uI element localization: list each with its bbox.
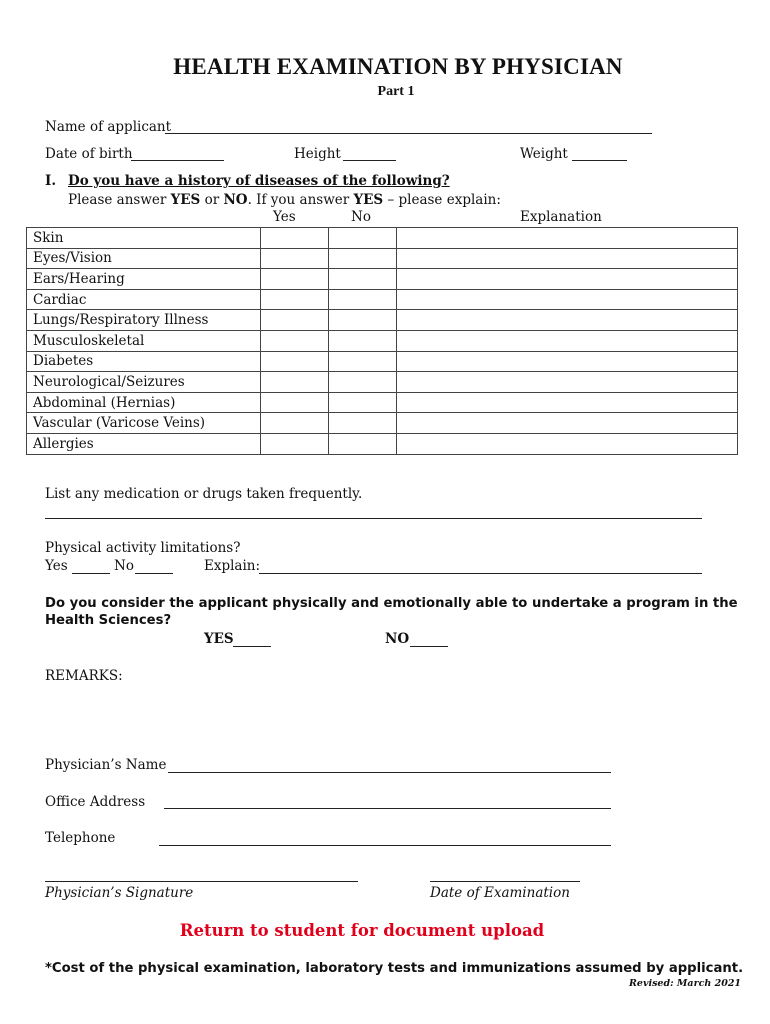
office-address-field[interactable] [164, 808, 611, 809]
col-header-explanation: Explanation [520, 209, 602, 225]
explanation-cell[interactable] [397, 248, 738, 269]
condition-label: Neurological/Seizures [27, 372, 261, 393]
table-row [27, 372, 738, 393]
remarks-label: REMARKS: [45, 668, 123, 684]
activity-yes-label: Yes [45, 558, 68, 574]
disease-history-table [26, 227, 738, 455]
activity-no-field[interactable] [135, 573, 173, 574]
explanation-cell[interactable] [397, 330, 738, 351]
no-cell[interactable] [329, 310, 397, 331]
condition-label: Musculoskeletal [27, 330, 261, 351]
height-label: Height [294, 146, 341, 162]
return-notice: Return to student for document upload [179, 921, 545, 940]
no-cell[interactable] [329, 330, 397, 351]
dob-field[interactable] [131, 160, 224, 161]
applicant-name-label: Name of applicant [45, 119, 172, 135]
condition-label: Allergies [27, 433, 261, 454]
yes-cell[interactable] [261, 269, 329, 290]
yes-cell[interactable] [261, 392, 329, 413]
yes-cell[interactable] [261, 433, 329, 454]
condition-label: Ears/Hearing [27, 269, 261, 290]
fitness-no-label: NO [385, 631, 410, 647]
no-cell[interactable] [329, 228, 397, 249]
no-cell[interactable] [329, 351, 397, 372]
no-cell[interactable] [329, 433, 397, 454]
yes-cell[interactable] [261, 372, 329, 393]
table-row [27, 330, 738, 351]
activity-label: Physical activity limitations? [45, 540, 241, 556]
table-row [27, 269, 738, 290]
office-address-label: Office Address [45, 794, 146, 810]
table-row [27, 289, 738, 310]
condition-label: Vascular (Varicose Veins) [27, 413, 261, 434]
activity-explain-field[interactable] [259, 573, 702, 574]
activity-yes-field[interactable] [72, 573, 110, 574]
table-row [27, 413, 738, 434]
weight-field[interactable] [572, 160, 627, 161]
yes-cell[interactable] [261, 289, 329, 310]
form-title: HEALTH EXAMINATION BY PHYSICIAN [173, 54, 623, 79]
explanation-cell[interactable] [397, 413, 738, 434]
explanation-cell[interactable] [397, 372, 738, 393]
col-header-no: No [351, 209, 371, 225]
col-header-yes: Yes [273, 209, 296, 225]
yes-cell[interactable] [261, 310, 329, 331]
yes-cell[interactable] [261, 330, 329, 351]
activity-no-label: No [114, 558, 134, 574]
history-instruction: Please answer YES or NO. If you answer YES – please explain: [68, 192, 501, 208]
condition-label: Cardiac [27, 289, 261, 310]
telephone-field[interactable] [159, 845, 611, 846]
medication-field[interactable] [45, 518, 702, 519]
table-row [27, 228, 738, 249]
section-number: I. [45, 173, 57, 189]
exam-date-field[interactable] [430, 881, 580, 882]
condition-label: Lungs/Respiratory Illness [27, 310, 261, 331]
fitness-yes-field[interactable] [233, 646, 271, 647]
medication-label: List any medication or drugs taken frequently. [45, 486, 363, 502]
fitness-no-field[interactable] [410, 646, 448, 647]
yes-cell[interactable] [261, 248, 329, 269]
no-cell[interactable] [329, 248, 397, 269]
fitness-question-line2: Health Sciences? [45, 613, 172, 628]
form-part: Part 1 [377, 84, 415, 99]
cost-note: *Cost of the physical examination, laboratory tests and immunizations assumed by applicant. [45, 961, 744, 976]
revision-date: Revised: March 2021 [629, 978, 742, 989]
applicant-name-field[interactable] [165, 133, 652, 134]
condition-label: Diabetes [27, 351, 261, 372]
height-field[interactable] [343, 160, 396, 161]
explanation-cell[interactable] [397, 310, 738, 331]
yes-cell[interactable] [261, 228, 329, 249]
telephone-label: Telephone [45, 830, 116, 846]
fitness-yes-label: YES [204, 631, 234, 647]
activity-explain-label: Explain: [204, 558, 261, 574]
remarks-area[interactable] [45, 688, 705, 748]
table-row [27, 392, 738, 413]
explanation-cell[interactable] [397, 269, 738, 290]
no-cell[interactable] [329, 289, 397, 310]
table-row [27, 310, 738, 331]
exam-date-label: Date of Examination [430, 885, 570, 901]
explanation-cell[interactable] [397, 228, 738, 249]
physician-name-label: Physician’s Name [45, 757, 167, 773]
physician-name-field[interactable] [168, 772, 611, 773]
yes-cell[interactable] [261, 351, 329, 372]
explanation-cell[interactable] [397, 433, 738, 454]
condition-label: Skin [27, 228, 261, 249]
dob-label: Date of birth [45, 146, 133, 162]
explanation-cell[interactable] [397, 392, 738, 413]
table-row [27, 433, 738, 454]
explanation-cell[interactable] [397, 289, 738, 310]
fitness-question-line1: Do you consider the applicant physically and emotionally able to undertake a program in the [45, 596, 738, 611]
explanation-cell[interactable] [397, 351, 738, 372]
signature-field[interactable] [45, 881, 358, 882]
no-cell[interactable] [329, 413, 397, 434]
weight-label: Weight [520, 146, 568, 162]
no-cell[interactable] [329, 392, 397, 413]
yes-cell[interactable] [261, 413, 329, 434]
condition-label: Eyes/Vision [27, 248, 261, 269]
history-question: Do you have a history of diseases of the following? [68, 173, 450, 189]
table-row [27, 351, 738, 372]
no-cell[interactable] [329, 269, 397, 290]
signature-label: Physician’s Signature [45, 885, 194, 901]
table-row [27, 248, 738, 269]
condition-label: Abdominal (Hernias) [27, 392, 261, 413]
no-cell[interactable] [329, 372, 397, 393]
